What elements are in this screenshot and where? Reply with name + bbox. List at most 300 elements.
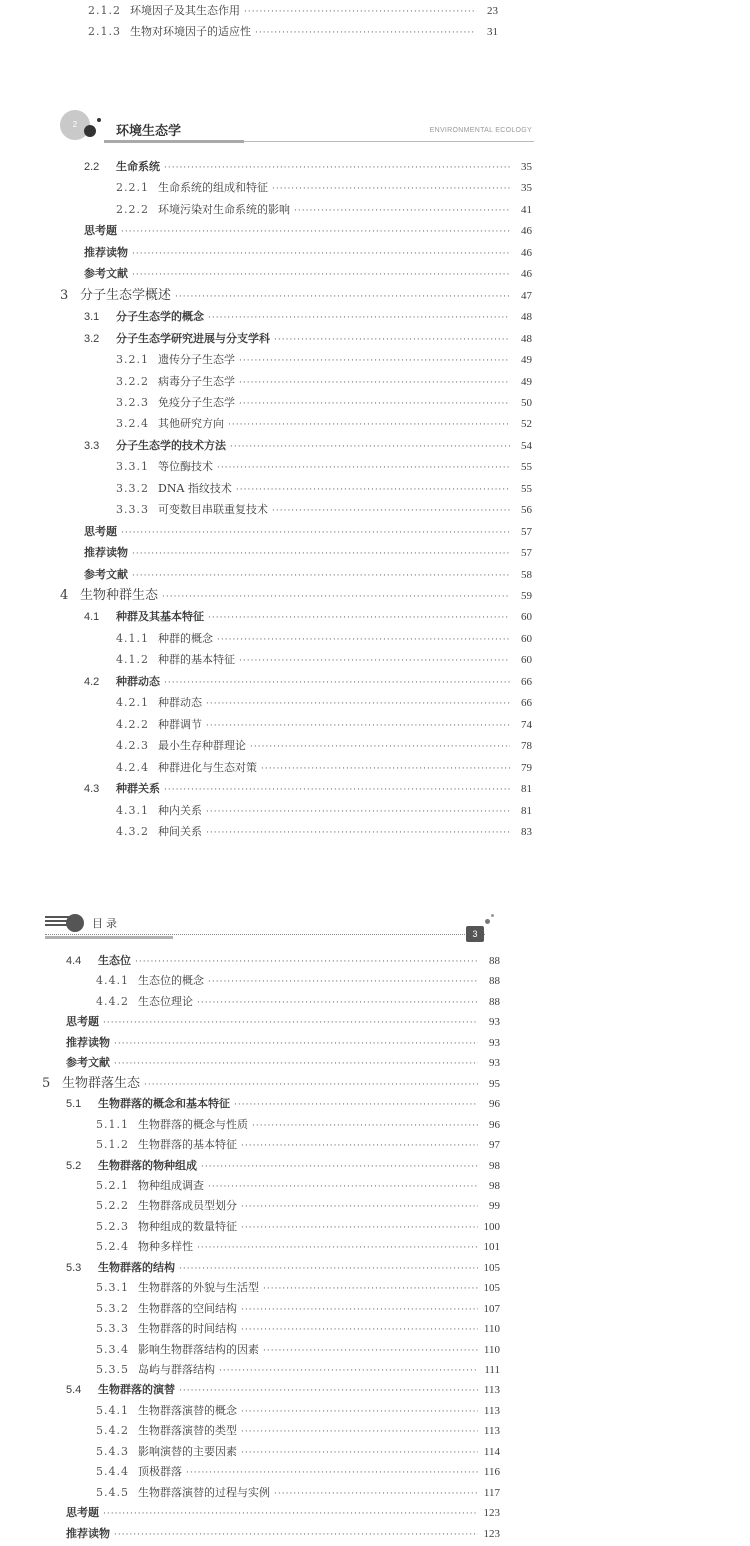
toc-entry-page: 41 — [521, 203, 532, 216]
toc-entry-page: 116 — [483, 1466, 500, 1479]
toc-entry[interactable] — [96, 1138, 500, 1153]
book-subtitle: ENVIRONMENTAL ECOLOGY — [429, 127, 532, 134]
toc-entry[interactable] — [66, 954, 500, 969]
toc-entry-page: 88 — [489, 975, 500, 988]
toc-entry-title: 遗传分子生态学 — [158, 353, 235, 367]
dot-leader — [239, 376, 510, 390]
toc-entry-page: 93 — [489, 1016, 500, 1029]
toc-entry[interactable] — [116, 482, 532, 497]
toc-entry-page: 107 — [483, 1302, 500, 1315]
dot-leader — [255, 26, 476, 40]
toc-entry[interactable] — [116, 375, 532, 390]
toc-entry[interactable] — [84, 546, 532, 561]
header-rule-accent — [104, 140, 244, 143]
toc-entry-number: 4.3.2 — [116, 824, 149, 838]
toc-entry-page: 50 — [521, 396, 532, 409]
toc-entry[interactable] — [116, 353, 532, 368]
toc-entry-page: 98 — [489, 1159, 500, 1172]
dot-leader — [175, 290, 510, 304]
toc-entry[interactable] — [96, 1240, 500, 1255]
toc-entry-page: 110 — [483, 1323, 500, 1336]
toc-entry-title: 分子生态学的技术方法 — [116, 439, 226, 452]
toc-entry-page: 88 — [489, 955, 500, 967]
toc-entry-number: 4.2.4 — [116, 760, 149, 774]
header-decoration-dot-small — [491, 914, 494, 917]
toc-entry-number: 3.3.3 — [116, 503, 149, 517]
dot-leader — [121, 526, 510, 540]
dot-leader — [244, 5, 476, 19]
toc-entry-number: 4.4.2 — [96, 994, 129, 1008]
toc-entry-page: 31 — [487, 26, 498, 38]
toc-entry-number: 4.1.2 — [116, 653, 149, 667]
toc-entry-number: 4.2 — [84, 675, 100, 688]
dot-leader — [219, 1364, 478, 1378]
toc-entry-title: 环境污染对生命系统的影响 — [158, 202, 290, 216]
toc-entry-number: 3.1 — [84, 311, 100, 324]
toc-entry-number: 5.4.3 — [96, 1444, 129, 1458]
toc-entry-title: 种内关系 — [158, 803, 202, 817]
toc-entry-title: 影响演替的主要因素 — [138, 1444, 237, 1458]
toc-entry-page: 97 — [489, 1139, 500, 1152]
dot-leader — [241, 1446, 478, 1460]
toc-entry-title: 顶极群落 — [138, 1465, 182, 1479]
toc-entry-page: 35 — [521, 182, 532, 195]
dot-leader — [241, 1200, 478, 1214]
toc-entry-title: 生物群落的空间结构 — [138, 1301, 237, 1315]
toc-entry-number: 5.3 — [66, 1261, 82, 1274]
toc-entry-page: 110 — [483, 1343, 500, 1356]
toc-entry[interactable] — [84, 267, 532, 282]
toc-entry-title: 种群调节 — [158, 717, 202, 731]
toc-entry[interactable] — [116, 739, 532, 754]
toc-entry[interactable] — [84, 610, 532, 625]
toc-page-2 — [0, 60, 750, 880]
toc-entry[interactable] — [96, 1322, 500, 1337]
dot-leader — [228, 418, 510, 432]
toc-entry[interactable] — [84, 160, 532, 175]
toc-entry[interactable] — [116, 396, 532, 411]
toc-entry[interactable] — [66, 1527, 500, 1542]
toc-entry[interactable] — [84, 310, 532, 325]
toc-entry-page: 66 — [521, 675, 532, 688]
dot-leader — [217, 461, 510, 475]
toc-entry-title: 生命系统的组成和特征 — [158, 181, 268, 195]
toc-entry-page: 105 — [483, 1282, 500, 1295]
toc-entry[interactable] — [96, 1343, 500, 1358]
dot-leader — [236, 483, 510, 497]
toc-entry-page: 100 — [483, 1220, 500, 1233]
toc-entry-page: 47 — [521, 289, 532, 302]
toc-entry-page: 101 — [483, 1241, 500, 1254]
toc-entry-number: 2.1.2 — [88, 4, 121, 17]
toc-entry-number: 3.2.3 — [116, 395, 149, 409]
toc-entry-number: 4 — [60, 588, 69, 603]
toc-entry[interactable] — [116, 460, 532, 475]
dot-leader — [103, 1016, 478, 1030]
toc-entry-number: 5.4 — [66, 1384, 82, 1397]
toc-entry-page: 96 — [489, 1118, 500, 1131]
toc-entry-page: 46 — [521, 225, 532, 238]
toc-entry-page: 79 — [521, 761, 532, 774]
header-rule-accent — [45, 936, 173, 939]
dot-leader — [114, 1057, 478, 1071]
dot-leader — [294, 204, 510, 218]
dot-leader — [230, 440, 510, 454]
toc-entry-title: 推荐读物 — [66, 1036, 110, 1049]
toc-entry-page: 123 — [483, 1527, 500, 1540]
toc-entry-number: 2.2.1 — [116, 181, 149, 195]
toc-entry[interactable] — [66, 1383, 500, 1398]
dot-leader — [272, 182, 510, 196]
toc-entry-title: 生态位理论 — [138, 994, 193, 1008]
toc-entry-page: 105 — [483, 1261, 500, 1274]
toc-entry[interactable] — [60, 289, 532, 304]
toc-entry-page: 35 — [521, 161, 532, 173]
toc-entry-page: 88 — [489, 995, 500, 1008]
toc-entry-title: 生物群落演替的过程与实例 — [138, 1485, 270, 1499]
toc-entry-title: 生命系统 — [116, 161, 160, 173]
toc-entry[interactable] — [116, 696, 532, 711]
toc-entry-page: 57 — [521, 525, 532, 538]
toc-entry-title: 生物群落演替的类型 — [138, 1424, 237, 1438]
dot-leader — [197, 996, 478, 1010]
dot-leader — [179, 1384, 478, 1398]
toc-entry[interactable] — [42, 1077, 500, 1092]
toc-entry-number: 5.1.1 — [96, 1117, 129, 1131]
toc-entry-title: 可变数目串联重复技术 — [158, 503, 268, 517]
toc-entry-number: 5.1 — [66, 1098, 82, 1111]
toc-entry-title: 推荐读物 — [84, 246, 128, 259]
toc-entry-page: 60 — [521, 654, 532, 667]
toc-entry-number: 5.2.3 — [96, 1219, 129, 1233]
dot-leader — [179, 1262, 478, 1276]
toc-entry[interactable] — [116, 632, 532, 647]
toc-entry-number: 3.2.2 — [116, 374, 149, 388]
toc-entry-title: 生物群落生态 — [62, 1075, 141, 1091]
dot-leader — [135, 955, 478, 969]
toc-entry[interactable] — [66, 1159, 500, 1174]
toc-entry-title: 生物群落的时间结构 — [138, 1322, 237, 1336]
dot-leader — [241, 1405, 478, 1419]
toc-entry-number: 5.3.5 — [96, 1363, 129, 1376]
toc-entry-page: 114 — [483, 1445, 500, 1458]
dot-leader — [144, 1078, 478, 1092]
page-number-badge: 3 — [466, 926, 484, 942]
toc-entry-title: 种间关系 — [158, 824, 202, 838]
toc-entry-number: 4.4 — [66, 955, 82, 967]
toc-entry-page: 117 — [483, 1486, 500, 1499]
toc-entry[interactable] — [96, 1281, 500, 1296]
toc-entry-title: 生物群落的概念和基本特征 — [98, 1098, 230, 1111]
dot-leader — [252, 1119, 478, 1133]
toc-entry-title: 种群的概念 — [158, 631, 213, 645]
toc-entry-number: 3.3.1 — [116, 460, 149, 474]
toc-entry-title: 生态位的概念 — [138, 974, 204, 988]
toc-entry-number: 3.3 — [84, 439, 100, 452]
toc-entry-page: 49 — [521, 354, 532, 367]
toc-entry-number: 4.3.1 — [116, 803, 149, 817]
toc-entry-title: 生物群落成员型划分 — [138, 1199, 237, 1213]
toc-entry-number: 2.1.3 — [88, 25, 121, 38]
toc-entry[interactable] — [84, 246, 532, 261]
toc-entry-title: 生物群落的物种组成 — [98, 1159, 197, 1172]
section-title: 目 录 — [92, 918, 118, 930]
dot-leader — [263, 1282, 478, 1296]
toc-entry-page: 93 — [489, 1036, 500, 1049]
dot-leader — [164, 783, 510, 797]
toc-entry[interactable] — [116, 825, 532, 840]
page-number-badge: 2 — [60, 110, 90, 140]
toc-entry-title: 最小生存种群理论 — [158, 739, 246, 753]
toc-entry[interactable] — [116, 503, 532, 518]
toc-page-fragment-1 — [0, 0, 750, 60]
toc-entry[interactable] — [96, 1302, 500, 1317]
book-title: 环境生态学 — [116, 123, 182, 138]
toc-entry-title: 思考题 — [84, 225, 117, 238]
toc-entry[interactable] — [96, 1424, 500, 1439]
toc-entry[interactable] — [84, 568, 532, 583]
toc-entry-number: 5.2.4 — [96, 1240, 129, 1254]
toc-entry-title: 种群的基本特征 — [158, 653, 235, 667]
dot-leader — [206, 697, 510, 711]
toc-entry-page: 60 — [521, 632, 532, 645]
dot-leader — [132, 268, 510, 282]
dot-leader — [241, 1221, 478, 1235]
toc-entry[interactable] — [116, 804, 532, 819]
toc-entry-page: 58 — [521, 568, 532, 581]
toc-entry-page: 111 — [484, 1364, 500, 1376]
toc-entry-number: 4.2.2 — [116, 717, 149, 731]
toc-entry[interactable] — [116, 417, 532, 432]
toc-entry-page: 52 — [521, 418, 532, 431]
toc-entry[interactable] — [96, 974, 500, 989]
dot-leader — [250, 740, 510, 754]
toc-entry-page: 98 — [489, 1179, 500, 1192]
toc-entry-title: 生态位 — [98, 955, 131, 967]
dot-leader — [114, 1037, 478, 1051]
dot-leader — [132, 247, 510, 261]
dot-leader — [164, 676, 510, 690]
toc-entry-number: 5.4.5 — [96, 1485, 129, 1499]
toc-entry[interactable] — [116, 718, 532, 733]
toc-entry-page: 49 — [521, 375, 532, 388]
toc-entry-title: 推荐读物 — [84, 547, 128, 560]
toc-page-3 — [0, 880, 750, 1546]
toc-entry[interactable] — [66, 1056, 500, 1071]
toc-entry-number: 5.4.2 — [96, 1424, 129, 1438]
toc-entry-page: 55 — [521, 482, 532, 495]
toc-entry-title: 等位酶技术 — [158, 460, 213, 474]
toc-entry-number: 5.3.2 — [96, 1301, 129, 1315]
toc-entry-number: 4.4.1 — [96, 974, 129, 988]
toc-entry[interactable] — [88, 4, 498, 19]
toc-entry[interactable] — [66, 1506, 500, 1521]
toc-entry-title: 生物群落的外貌与生活型 — [138, 1281, 259, 1295]
toc-entry-title: 免疫分子生态学 — [158, 395, 235, 409]
toc-entry-page: 60 — [521, 611, 532, 624]
toc-entry-number: 4.1.1 — [116, 631, 149, 645]
dot-leader — [164, 161, 510, 175]
toc-entry[interactable] — [84, 675, 532, 690]
toc-entry-title: 参考文献 — [84, 268, 128, 281]
toc-entry[interactable] — [66, 1015, 500, 1030]
dot-leader — [261, 762, 510, 776]
dot-leader — [206, 805, 510, 819]
toc-entry-number: 5.2.2 — [96, 1199, 129, 1213]
toc-entry[interactable] — [96, 1199, 500, 1214]
toc-entry-title: 其他研究方向 — [158, 417, 224, 431]
toc-entry-page: 81 — [521, 804, 532, 817]
toc-entry[interactable] — [116, 203, 532, 218]
dot-leader — [241, 1303, 478, 1317]
toc-entry-title: 生物对环境因子的适应性 — [130, 25, 251, 38]
toc-entry-number: 5.3.1 — [96, 1281, 129, 1295]
toc-entry-page: 66 — [521, 697, 532, 710]
dot-leader — [234, 1098, 478, 1112]
header-decoration-dot-small — [97, 118, 101, 122]
toc-entry-page: 54 — [521, 439, 532, 452]
toc-entry-title: 种群关系 — [116, 783, 160, 796]
toc-entry[interactable] — [96, 1118, 500, 1133]
dot-leader — [208, 311, 510, 325]
dot-leader — [274, 1487, 478, 1501]
toc-entry-title: 种群及其基本特征 — [116, 611, 204, 624]
toc-entry-number: 3.3.2 — [116, 481, 149, 495]
toc-entry[interactable] — [84, 782, 532, 797]
toc-entry-number: 5.2 — [66, 1159, 82, 1172]
toc-entry[interactable] — [66, 1261, 500, 1276]
toc-entry-number: 5.3.4 — [96, 1342, 129, 1356]
toc-entry[interactable] — [96, 1220, 500, 1235]
header-decoration-dot — [84, 125, 96, 137]
toc-entry[interactable] — [116, 653, 532, 668]
toc-entry-title: 病毒分子生态学 — [158, 374, 235, 388]
toc-entry-title: 分子生态学研究进展与分支学科 — [116, 332, 270, 345]
toc-entry-title: DNA 指纹技术 — [158, 481, 232, 495]
dot-leader — [132, 569, 510, 583]
header-decoration-dot — [485, 919, 490, 924]
dot-leader — [217, 633, 510, 647]
dot-leader — [186, 1466, 478, 1480]
toc-entry-page: 93 — [489, 1057, 500, 1070]
toc-entry-title: 分子生态学的概念 — [116, 311, 204, 324]
toc-entry[interactable] — [96, 1445, 500, 1460]
toc-entry-title: 物种多样性 — [138, 1240, 193, 1254]
toc-entry-title: 物种组成的数量特征 — [138, 1219, 237, 1233]
dot-leader — [206, 826, 510, 840]
toc-entry-title: 物种组成调查 — [138, 1178, 204, 1192]
toc-entry-page: 123 — [483, 1507, 500, 1520]
toc-entry-title: 生物群落的概念与性质 — [138, 1117, 248, 1131]
toc-entry-number: 3.2.4 — [116, 417, 149, 431]
toc-entry[interactable] — [66, 1097, 500, 1112]
toc-entry[interactable] — [96, 995, 500, 1010]
toc-entry[interactable] — [66, 1036, 500, 1051]
toc-entry-title: 生物群落的基本特征 — [138, 1138, 237, 1152]
toc-entry-number: 4.3 — [84, 783, 100, 796]
toc-entry-number: 3.2.1 — [116, 353, 149, 367]
toc-entry-title: 思考题 — [84, 525, 117, 538]
toc-entry-title: 推荐读物 — [66, 1527, 110, 1540]
toc-entry-number: 3 — [60, 287, 69, 303]
toc-entry-page: 113 — [483, 1384, 500, 1397]
toc-entry-number: 5.4.1 — [96, 1403, 129, 1417]
toc-entry-title: 思考题 — [66, 1016, 99, 1029]
dot-leader — [239, 654, 510, 668]
toc-entry-title: 环境因子及其生态作用 — [130, 4, 240, 17]
toc-entry-number: 5.2.1 — [96, 1178, 129, 1192]
dot-leader — [239, 354, 510, 368]
toc-entry[interactable] — [96, 1486, 500, 1501]
toc-entry[interactable] — [84, 439, 532, 454]
toc-entry-page: 23 — [487, 5, 498, 17]
toc-entry[interactable] — [84, 224, 532, 239]
dot-leader — [201, 1160, 478, 1174]
toc-entry-title: 种群进化与生态对策 — [158, 760, 257, 774]
dot-leader — [272, 504, 510, 518]
toc-entry[interactable] — [96, 1465, 500, 1480]
toc-entry[interactable] — [84, 525, 532, 540]
toc-entry-page: 56 — [521, 504, 532, 517]
dot-leader — [103, 1507, 478, 1521]
toc-entry-page: 78 — [521, 740, 532, 753]
toc-entry-page: 46 — [521, 268, 532, 281]
dot-leader — [162, 590, 510, 604]
toc-entry-page: 46 — [521, 246, 532, 259]
toc-entry-number: 4.1 — [84, 611, 100, 624]
toc-entry-title: 生物种群生态 — [80, 588, 159, 603]
toc-entry[interactable] — [88, 25, 498, 40]
header-decoration-circle — [66, 914, 84, 932]
toc-entry-title: 分子生态学概述 — [80, 287, 172, 303]
dot-leader — [132, 547, 510, 561]
toc-entry[interactable] — [60, 589, 532, 604]
dot-leader — [239, 397, 510, 411]
toc-entry-title: 影响生物群落结构的因素 — [138, 1342, 259, 1356]
toc-entry-number: 5.4.4 — [96, 1465, 129, 1479]
toc-entry[interactable] — [116, 181, 532, 196]
toc-entry-number: 5.3.3 — [96, 1322, 129, 1336]
toc-entry[interactable] — [96, 1179, 500, 1194]
toc-entry-title: 生物群落演替的概念 — [138, 1403, 237, 1417]
dot-leader — [197, 1241, 478, 1255]
toc-entry[interactable] — [84, 332, 532, 347]
dot-leader — [121, 225, 510, 239]
dot-leader — [206, 719, 510, 733]
toc-entry-page: 55 — [521, 461, 532, 474]
toc-entry-title: 生物群落的演替 — [98, 1384, 175, 1397]
toc-entry-page: 96 — [489, 1098, 500, 1111]
toc-entry-number: 5 — [42, 1075, 51, 1091]
toc-entry[interactable] — [116, 761, 532, 776]
toc-entry-page: 48 — [521, 311, 532, 324]
toc-entry-page: 113 — [483, 1425, 500, 1438]
toc-entry-number: 3.2 — [84, 332, 100, 345]
toc-entry-number: 4.2.3 — [116, 739, 149, 753]
dot-leader — [241, 1139, 478, 1153]
toc-entry-title: 参考文献 — [84, 568, 128, 581]
dot-leader — [241, 1323, 478, 1337]
toc-entry-title: 种群动态 — [158, 696, 202, 710]
dot-leader — [274, 333, 510, 347]
toc-entry-page: 81 — [521, 783, 532, 796]
toc-entry-number: 4.2.1 — [116, 696, 149, 710]
toc-entry[interactable] — [96, 1363, 500, 1378]
toc-entry-page: 57 — [521, 547, 532, 560]
toc-entry[interactable] — [96, 1404, 500, 1419]
toc-entry-title: 种群动态 — [116, 675, 160, 688]
dot-leader — [208, 1180, 478, 1194]
